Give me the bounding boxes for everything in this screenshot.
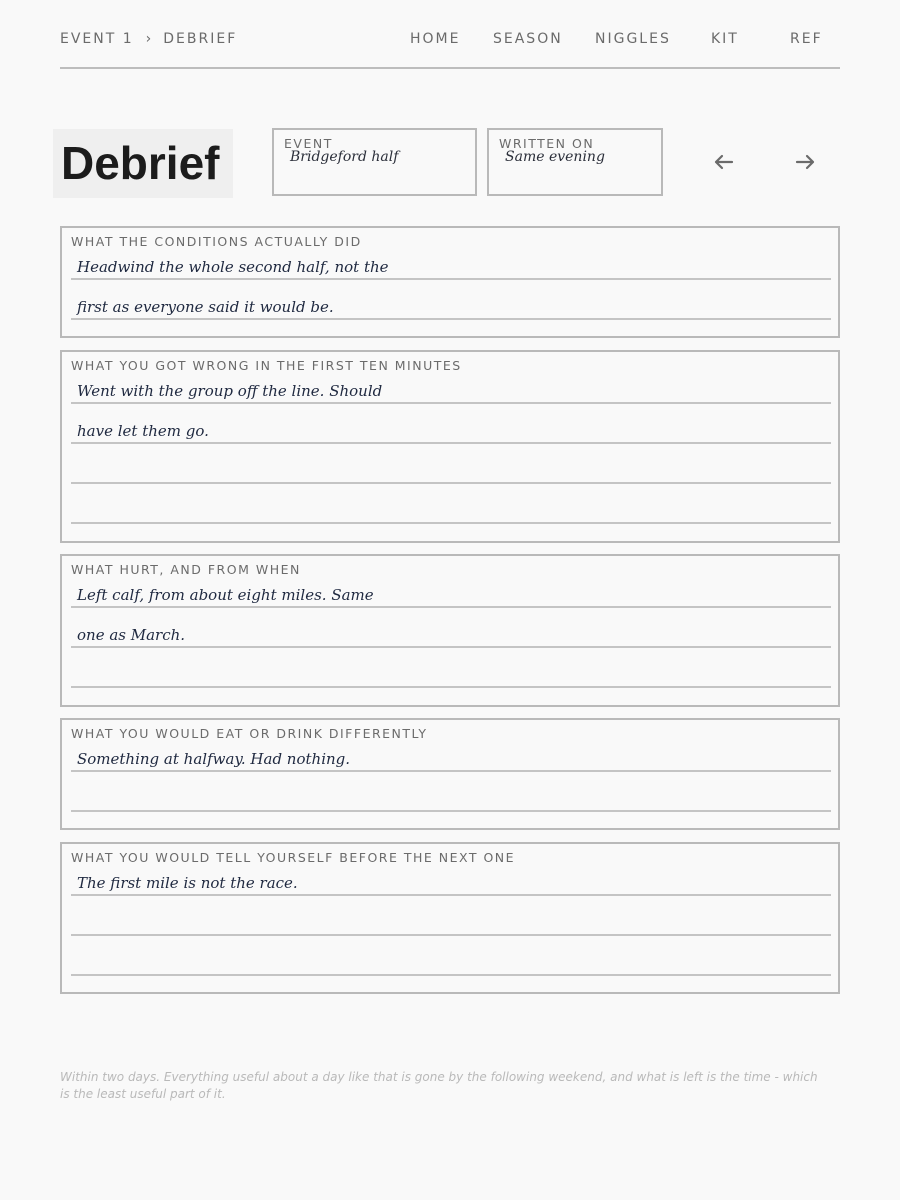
nav-season[interactable]: SEASON [493, 31, 563, 47]
section-next-time [60, 842, 840, 994]
chevron-right-icon: › [145, 31, 152, 47]
arrow-left-icon [710, 148, 738, 176]
page-title-box [53, 129, 233, 198]
page-title: Debrief [61, 137, 220, 189]
writing-line[interactable] [71, 608, 831, 648]
prev-button[interactable] [710, 148, 738, 176]
arrow-right-icon [791, 148, 819, 176]
nav-ref[interactable]: REF [790, 31, 823, 47]
event-label: EVENT [284, 136, 333, 151]
section-what-hurt [60, 554, 840, 707]
writing-line[interactable] [71, 240, 831, 280]
event-value[interactable]: Bridgeford half [290, 149, 399, 165]
main-nav [60, 31, 840, 51]
writing-line[interactable] [71, 856, 831, 896]
written-on-field[interactable] [487, 128, 663, 196]
line-text: Went with the group off the line. Should [77, 382, 383, 400]
written-on-value[interactable]: Same evening [505, 149, 605, 165]
line-text: have let them go. [77, 422, 209, 440]
writing-line[interactable] [71, 404, 831, 444]
line-text: Left calf, from about eight miles. Same [77, 586, 374, 604]
writing-line[interactable] [71, 280, 831, 320]
writing-line[interactable] [71, 936, 831, 976]
line-text: Something at halfway. Had nothing. [77, 750, 351, 768]
section-eat-drink [60, 718, 840, 830]
section-conditions [60, 226, 840, 338]
footer-note: Within two days. Everything useful about a day like that is gone by the following weekend, and what is left is the time - which is the least useful part of it. [60, 1070, 818, 1101]
writing-line[interactable] [71, 772, 831, 812]
breadcrumb-parent[interactable]: EVENT 1 [60, 31, 134, 47]
line-text: The first mile is not the race. [77, 874, 298, 892]
writing-line[interactable] [71, 732, 831, 772]
section-heading: WHAT THE CONDITIONS ACTUALLY DID [71, 234, 362, 249]
section-first-ten-minutes [60, 350, 840, 543]
written-on-label: WRITTEN ON [499, 136, 595, 151]
line-text: Headwind the whole second half, not the [77, 258, 389, 276]
writing-line[interactable] [71, 568, 831, 608]
next-button[interactable] [791, 148, 819, 176]
writing-line[interactable] [71, 364, 831, 404]
line-text: first as everyone said it would be. [77, 298, 334, 316]
event-field[interactable] [272, 128, 477, 196]
section-heading: WHAT YOU WOULD EAT OR DRINK DIFFERENTLY [71, 726, 428, 741]
breadcrumb-current: DEBRIEF [163, 31, 238, 47]
section-heading: WHAT HURT, AND FROM WHEN [71, 562, 301, 577]
top-navigation [60, 22, 840, 69]
writing-line[interactable] [71, 484, 831, 524]
section-heading: WHAT YOU GOT WRONG IN THE FIRST TEN MINUTES [71, 358, 462, 373]
nav-niggles[interactable]: NIGGLES [595, 31, 671, 47]
writing-line[interactable] [71, 648, 831, 688]
nav-home[interactable]: HOME [410, 31, 461, 47]
nav-kit[interactable]: KIT [711, 31, 739, 47]
section-heading: WHAT YOU WOULD TELL YOURSELF BEFORE THE NEXT ONE [71, 850, 516, 865]
writing-line[interactable] [71, 896, 831, 936]
line-text: one as March. [77, 626, 186, 644]
writing-line[interactable] [71, 444, 831, 484]
